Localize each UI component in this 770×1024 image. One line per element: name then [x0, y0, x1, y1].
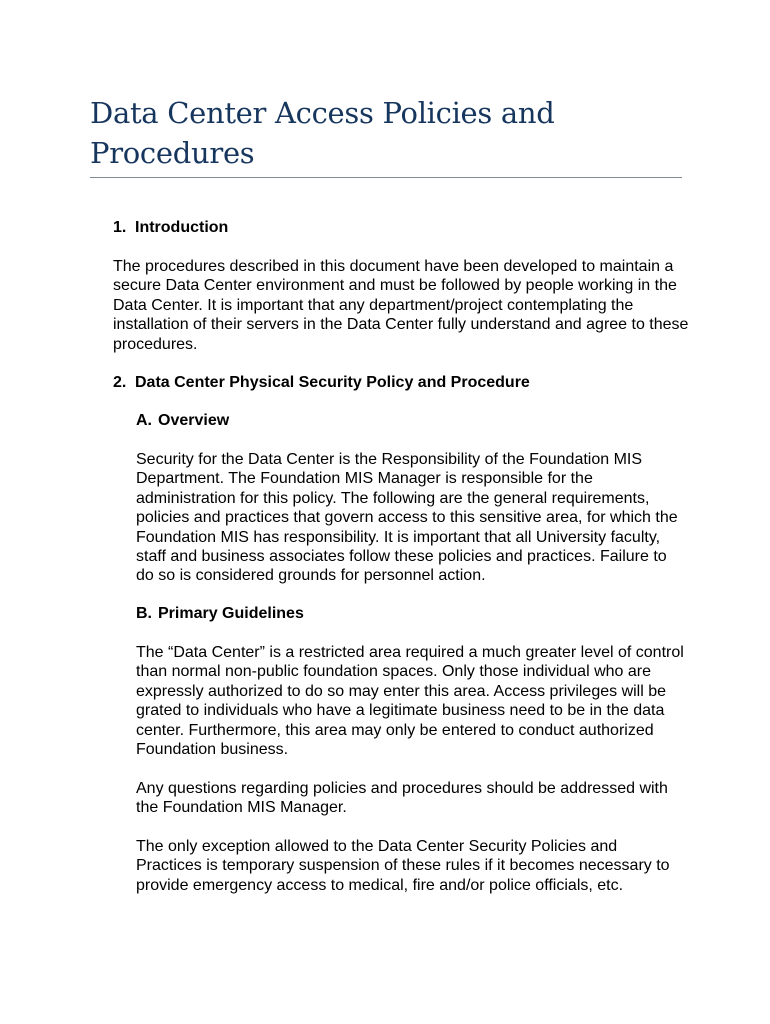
section-1-heading: [113, 218, 228, 237]
section-1-number: 1.: [113, 219, 127, 236]
subsection-a-number: A.: [136, 412, 152, 429]
section-2-heading: [113, 373, 530, 392]
subsection-b-title: Primary Guidelines: [158, 605, 304, 622]
section-2-number: 2.: [113, 374, 127, 391]
subsection-b-heading: [136, 604, 304, 623]
subsection-b-paragraph-1: The “Data Center” is a restricted area required a much greater level of control than normal non-public foundation spaces. Only those individual who are expressly authorized to do so may enter this area. Access privileges will be grated to individuals who have a legitimate business need to be in the data center. Furthermore, this area may only be entered to conduct authorized Foundation business.: [136, 644, 684, 759]
subsection-a-heading: [136, 411, 229, 430]
subsection-a-paragraph: Security for the Data Center is the Responsibility of the Foundation MIS Department. The Foundation MIS Manager is responsible for the administration for this policy. The following are the general requirements, policies and practices that govern access to this sensitive area, for which the Foundation MIS has responsibility. It is important that all University faculty, staff and business associates follow these policies and practices. Failure to do so is considered grounds for personnel action.: [136, 451, 678, 585]
page-title: Data Center Access Policies and Procedures: [90, 96, 555, 170]
section-2-title: Data Center Physical Security Policy and Procedure: [135, 374, 530, 391]
title-underline-rule: [90, 177, 682, 178]
subsection-a-title: Overview: [158, 412, 230, 429]
section-1-paragraph: The procedures described in this document have been developed to maintain a secure Data Center environment and must be followed by people working in the Data Center. It is important that any department/project contemplating the installation of their servers in the Data Center fully understand and agree to these procedures.: [113, 258, 689, 353]
section-1-title: Introduction: [135, 219, 229, 236]
subsection-b-number: B.: [136, 605, 152, 622]
subsection-b-paragraph-3: The only exception allowed to the Data Center Security Policies and Practices is temporary suspension of these rules if it becomes necessary to provide emergency access to medical, fire and/or police officials, etc.: [136, 838, 670, 894]
subsection-b-paragraph-2: Any questions regarding policies and procedures should be addressed with the Foundation MIS Manager.: [136, 780, 668, 817]
